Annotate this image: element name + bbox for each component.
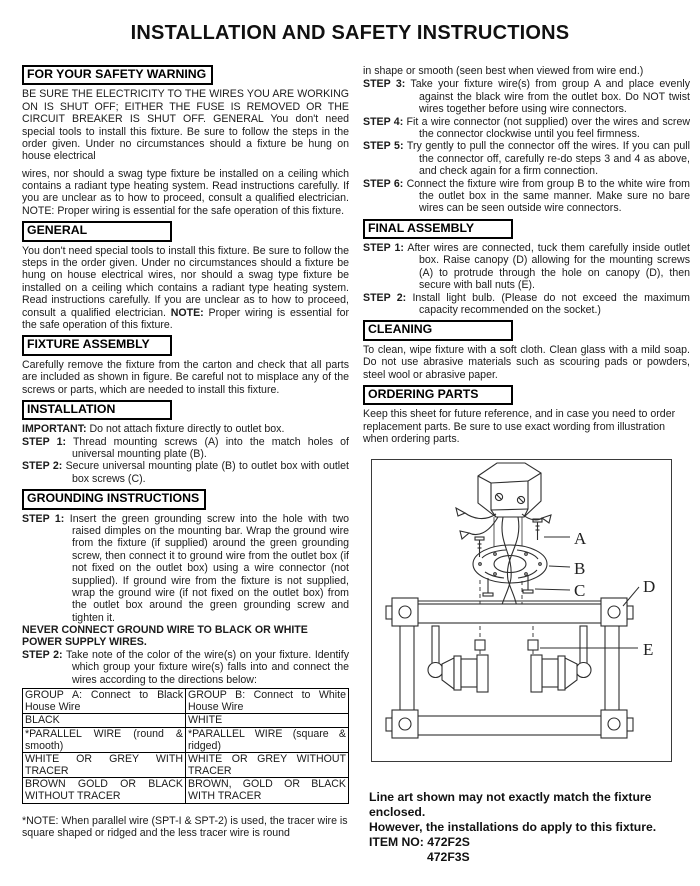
table-cell: BROWN GOLD OR BLACK WITHOUT TRACER <box>23 778 186 803</box>
step-label: STEP 6: <box>363 177 404 190</box>
fixture-diagram <box>372 460 671 761</box>
table-cell: *PARALLEL WIRE (round & smooth) <box>23 727 186 752</box>
bottom-bar-drawing <box>386 710 633 738</box>
step-text: Insert the green grounding screw into the hole with two raised dimples on the mounting bar. Wrap the ground wire from the fixture (if supplied) around the green grounding screw, then connect it to ground wire from the outlet box (if not fixed on the outlet box) using a wire connector (not supplied). If ground wire from the fixture is not supplied, wrap the ground wire (if not fixed on the outlet box) from the outlet box around the green grounding screw and tighten it. <box>64 512 349 624</box>
table-row <box>23 752 349 777</box>
installation-important <box>22 423 349 435</box>
final-assembly-step-1 <box>363 242 690 292</box>
wiring-step-4 <box>363 116 690 141</box>
step-text: Try gently to pull the connector off the wires. If you can pull the connector off, carefully re-do steps 3 and 4 as above, and check again for a firm connection. <box>403 140 691 178</box>
footer-line-2: However, the installations do apply to this fixture. <box>369 820 657 835</box>
step-label: STEP 1: <box>22 512 65 525</box>
two-column-layout <box>0 45 700 865</box>
general-note-label: NOTE: <box>170 306 204 319</box>
section-header-safety-warning: FOR YOUR SAFETY WARNING <box>22 65 213 85</box>
wire-group-table <box>22 688 349 804</box>
step-text: Secure universal mounting plate (B) to outlet box with outlet box screws (C). <box>62 460 349 485</box>
wiring-step-5 <box>363 140 690 177</box>
step-text: Install light bulb. (Please do not exceed the maximum capacity recommended on the socket.) <box>406 291 691 316</box>
step-text: Thread mounting screws (A) into the match holes of universal mounting plate (B). <box>66 435 350 461</box>
parallel-wire-footnote: *NOTE: When parallel wire (SPT-I & SPT-2) is used, the tracer wire is square shaped or ridged and the less tracer wire is round <box>22 814 348 839</box>
step-label: STEP 1: <box>363 242 404 255</box>
step-label: STEP 2: <box>22 648 63 661</box>
step-text: Take note of the color of the wire(s) on your fixture. Identify which group your fixture wire(s) falls into and connect the wires according to the directions below: <box>62 648 350 686</box>
section-header-fixture-assembly: FIXTURE ASSEMBLY <box>22 335 172 355</box>
general-paragraph <box>22 245 349 332</box>
step-label: STEP 2: <box>363 291 407 304</box>
diagram-label-d: D <box>643 577 656 597</box>
step-label: STEP 4: <box>363 115 404 128</box>
canopy-bar-drawing <box>386 598 633 626</box>
section-header-grounding: GROUNDING INSTRUCTIONS <box>22 489 206 509</box>
ordering-parts-paragraph: Keep this sheet for future reference, and in case you need to order replacement parts. Be sure to use exact wording from illustration when ordering parts. <box>363 408 676 446</box>
grounding-step-1 <box>22 513 349 625</box>
table-cell: WHITE <box>186 714 349 727</box>
section-header-installation: INSTALLATION <box>22 400 172 420</box>
diagram-label-c: C <box>574 581 586 601</box>
step-text: After wires are connected, tuck them carefully inside outlet box. Raise canopy (D) allowing for the mounting screws (A) to protrude through the hole on canopy (D), then secure with ball nuts (E). <box>403 242 691 292</box>
grounding-step-2 <box>22 649 349 686</box>
table-cell: BROWN, GOLD OR BLACK WITH TRACER <box>186 778 349 803</box>
item-number-line-2: 472F3S <box>427 849 470 864</box>
guide-lines <box>480 517 522 604</box>
section-header-ordering-parts: ORDERING PARTS <box>363 385 513 405</box>
never-connect-warning: NEVER CONNECT GROUND WIRE TO BLACK OR WHITE POWER SUPPLY WIRES. <box>22 624 308 649</box>
general-body: You don't need special tools to install this fixture. Be sure to follow the steps in the order given. Under no circumstances should a fixture be hung on house electrical wires, nor should a swag type fixture be installed on a ceiling which contains a radiant type heating system. Read instructions carefully. If you are unclear as to how to proceed, consult a qualified electrician. <box>22 244 349 319</box>
important-label: IMPORTANT: <box>22 423 87 436</box>
table-row <box>23 727 349 752</box>
step-text: Take your fixture wire(s) from group A and place evenly against the black wire from the outlet box. Do NOT twist wires together before using wire connectors. <box>405 78 690 116</box>
general-note-text: Proper wiring is essential for the safe operation of this fixture. <box>22 306 349 331</box>
table-row <box>23 714 349 727</box>
step-label: STEP 2: <box>22 460 63 473</box>
step-label: STEP 3: <box>363 78 406 91</box>
section-header-general: GENERAL <box>22 221 172 241</box>
footnote-continuation: in shape or smooth (seen best when viewed from wire end.) <box>363 65 644 77</box>
safety-paragraph-1: BE SURE THE ELECTRICITY TO THE WIRES YOU ARE WORKING ON IS SHUT OFF; EITHER THE FUSE IS REMOVED OR THE CIRCUIT BREAKER IS SHUT OFF. GENERAL You don't need special tools to install this fixture. Be sure to follow the steps in the order given. Under no circumstances should a fixture be hung on house electrical <box>22 88 349 163</box>
final-assembly-step-2 <box>363 292 690 317</box>
fixture-wires <box>456 508 551 620</box>
step-text: Fit a wire connector (not supplied) over the wires and screw the connector clockwise until you feel firmness. <box>403 115 690 140</box>
table-cell: *PARALLEL WIRE (square & ridged) <box>186 727 349 752</box>
important-text: Do not attach fixture directly to outlet box. <box>86 423 285 436</box>
wiring-step-6 <box>363 178 690 215</box>
page-title: INSTALLATION AND SAFETY INSTRUCTIONS <box>130 22 570 44</box>
installation-step-2 <box>22 460 349 485</box>
table-cell: WHITE OR GREY WITH TRACER <box>23 752 186 777</box>
item-number-line-1: ITEM NO: 472F2S <box>369 835 470 850</box>
step-label: STEP 1: <box>22 435 67 448</box>
right-column <box>363 65 690 865</box>
table-header-cell-group-a: GROUP A: Connect to Black House Wire <box>23 689 186 714</box>
right-socket-drawing <box>531 626 591 692</box>
section-header-cleaning: CLEANING <box>363 320 513 340</box>
fixture-diagram-frame <box>371 459 672 762</box>
table-header-cell-group-b: GROUP B: Connect to White House Wire <box>186 689 349 714</box>
figure-footer <box>369 790 690 864</box>
installation-step-1 <box>22 436 349 461</box>
left-column <box>22 65 349 865</box>
mounting-screw-icon <box>475 519 542 557</box>
wiring-step-3 <box>363 78 690 115</box>
table-cell: BLACK <box>23 714 186 727</box>
left-socket-drawing <box>428 626 488 692</box>
table-row <box>23 778 349 803</box>
safety-paragraph-2: wires, nor should a swag type fixture be installed on a ceiling which contains a radiant type heating system. Read instructions carefully. If you are unclear as to how to proceed, consult a qualified electrician. NOTE: Proper wiring is essential for the safe operation of this fixture. <box>22 167 349 217</box>
step-text: Connect the fixture wire from group B to the white wire from the outlet box in the same manner. Make sure no bare wires can be seen outside wire connectors. <box>403 177 691 215</box>
table-cell: WHITE OR GREY WITHOUT TRACER <box>186 752 349 777</box>
fixture-assembly-paragraph: Carefully remove the fixture from the carton and check that all parts are included as shown in figure. Be careful not to misplace any of the screws or parts, which are needed to install this fixture. <box>22 358 349 396</box>
table-row <box>23 689 349 714</box>
diagram-label-b: B <box>574 559 586 579</box>
cleaning-paragraph: To clean, wipe fixture with a soft cloth. Clean glass with a mild soap. Do not use abrasive materials such as scouring pads or powders, steel wool or abrasive paper. <box>363 343 690 381</box>
step-label: STEP 5: <box>363 140 404 153</box>
diagram-label-a: A <box>574 529 587 549</box>
section-header-final-assembly: FINAL ASSEMBLY <box>363 219 513 239</box>
diagram-label-e: E <box>643 640 654 660</box>
footer-line-1: Line art shown may not exactly match the fixture enclosed. <box>369 790 652 820</box>
outlet-box-drawing <box>478 463 541 517</box>
